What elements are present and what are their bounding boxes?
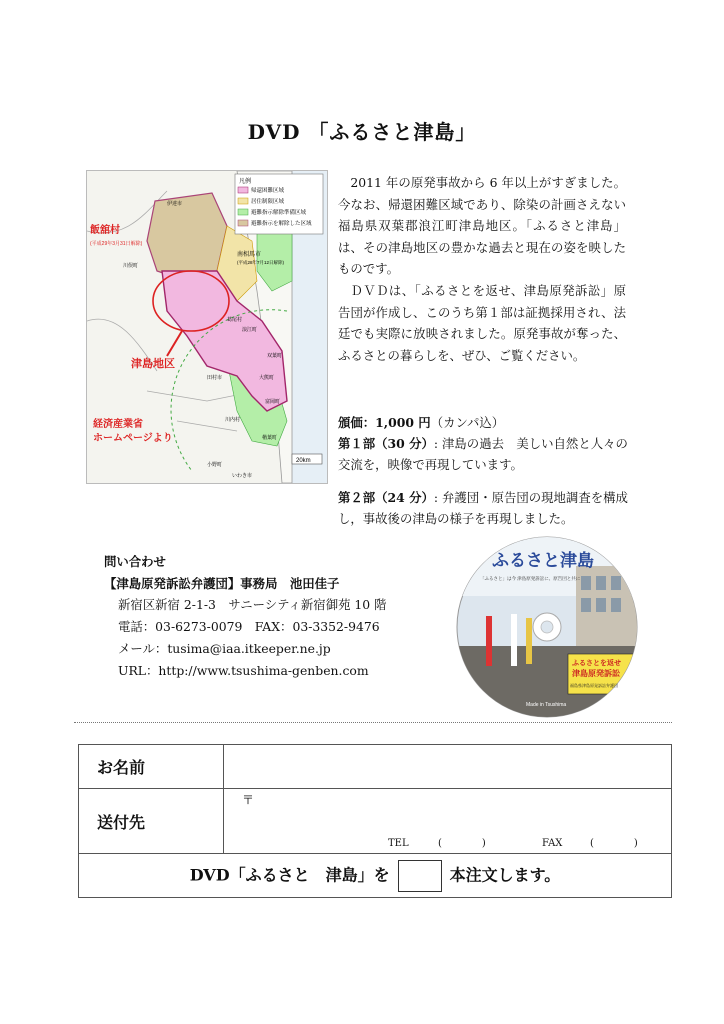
legend-item-2: 居住制限区域 (251, 199, 285, 205)
disc-banner1: ふるさとを返せ (572, 660, 621, 667)
disc-banner3: 福島県津島原発訴訟弁護団 (570, 683, 618, 688)
label-kawauchi: 川内村 (225, 417, 241, 423)
intro-paragraph-1: 2011 年の原発事故から 6 年以上がすぎました。今なお、帰還困難区域であり、除染の計画さえない福島県双葉郡浪江町津島地区。「ふるさと津島」は、その津島地区の豊かな過去と現在の姿を映したものです。 (338, 175, 626, 277)
contact-org: 【津島原発訴訟弁護団】事務局 池田佳子 (104, 575, 340, 591)
quantity-field[interactable] (398, 860, 442, 892)
form-row-order (79, 854, 672, 898)
legend-item-3: 避難指示解除準備区域 (251, 210, 307, 216)
part2-text: : 弁護団・原告団の現地調査を構成し，事故後の津島の様子を再現しました。 (338, 490, 628, 526)
price-and-part1 (338, 412, 628, 475)
contact-heading: 問い合わせ (104, 554, 166, 569)
contact-url: URL：http://www.tsushima-genben.com (118, 662, 369, 678)
legend-item-1: 帰還困難区域 (251, 188, 285, 194)
label-ono: 小野町 (207, 462, 223, 468)
label-iitate-note: (平成29年3月31日解除) (90, 241, 143, 247)
contact-phone: 電話：03-6273-0079 FAX：03-3352-9476 (118, 619, 380, 635)
label-kawamata: 川俣町 (123, 263, 139, 269)
price-note: （カンパ込） (430, 415, 505, 430)
label-scale: 20km (296, 458, 311, 464)
contact-block (104, 551, 434, 681)
order-form (78, 744, 672, 898)
part1-label: 第１部（30 分） (338, 436, 434, 451)
label-iitate: 飯舘村 (90, 225, 120, 236)
contact-email: メール：tusima@iaa.itkeeper.ne.jp (118, 640, 331, 656)
legend-item-4: 避難指示を解除した区域 (251, 221, 312, 227)
part1-line (338, 433, 628, 475)
label-naraha: 楢葉町 (262, 435, 278, 441)
address-field[interactable] (224, 789, 672, 854)
dvd-disc-image (456, 536, 638, 718)
name-field[interactable] (224, 745, 672, 789)
label-date: 伊達市 (167, 201, 183, 207)
label-minamisoma: 南相馬市 (237, 252, 262, 258)
price-line (338, 412, 628, 433)
evacuation-zone-map (86, 170, 328, 484)
part1-text: : 津島の過去 美しい自然と人々の交流を，映像で再現しています。 (338, 436, 628, 472)
disc-credit: Made in Tsushima (526, 702, 567, 708)
disc-banner2: 津島原発訴訟 (572, 669, 620, 678)
tel-label: TEL (388, 838, 409, 849)
disc-subtitle: 「ふるさと」は今 津島原発訴訟に、原告団と共に (480, 576, 581, 581)
label-katsurao: 葛尾村 (227, 317, 243, 323)
legend-header: 凡例 (239, 179, 252, 185)
tsushima-arrow (167, 331, 182, 356)
name-label: お名前 (79, 745, 224, 789)
page-title: DVD 「ふるさと津島」 (247, 120, 477, 144)
dvd-disc-illustration (456, 536, 638, 718)
postal-mark: 〒 (242, 793, 255, 807)
part2-label: 第２部（24 分） (338, 490, 434, 505)
label-iwaki: いわき市 (232, 473, 253, 479)
intro-paragraph-2: ＤＶＤは、「ふるさとを返せ、津島原発訴訟」原告団が作成し、このうち第１部は証拠採用され、法廷でも実際に放映されました。原発事故が奪った、ふるさとの暮らしを、ぜひ、ご覧ください。 (338, 282, 626, 363)
price-value: 1,000 円 (375, 415, 431, 430)
label-tomioka: 富岡町 (265, 399, 281, 405)
part2-line (338, 487, 628, 529)
form-row-name (79, 745, 672, 789)
tel-field[interactable]: ( ) (438, 838, 486, 849)
map-source-line2: ホームページより (93, 433, 173, 444)
order-text-before: DVD「ふるさと 津島」を (189, 865, 390, 884)
map-source-line1: 経済産業省 (93, 419, 143, 430)
label-minamisoma-note: (平成28年7月12日解除) (237, 260, 285, 265)
order-line (79, 854, 672, 898)
map-illustration (87, 171, 327, 483)
label-namie: 浪江町 (242, 327, 258, 333)
fax-field[interactable]: ( ) (590, 838, 638, 849)
price-label: 頒価： (338, 415, 376, 430)
fax-label: FAX (542, 838, 563, 849)
label-okuma: 大熊町 (259, 375, 275, 381)
label-futaba: 双葉町 (267, 353, 283, 359)
label-tamura: 田村市 (207, 375, 223, 381)
form-row-address (79, 789, 672, 854)
disc-title: ふるさと津島 (492, 551, 594, 570)
contact-address: 新宿区新宿 2-1-3 サニーシティ新宿御苑 10 階 (118, 597, 387, 613)
order-text-after: 本注文します。 (449, 865, 561, 884)
intro-text (338, 172, 626, 366)
cut-line (74, 722, 672, 723)
address-label: 送付先 (79, 789, 224, 854)
zone-iitate (147, 193, 227, 281)
label-tsushima: 津島地区 (131, 358, 175, 370)
